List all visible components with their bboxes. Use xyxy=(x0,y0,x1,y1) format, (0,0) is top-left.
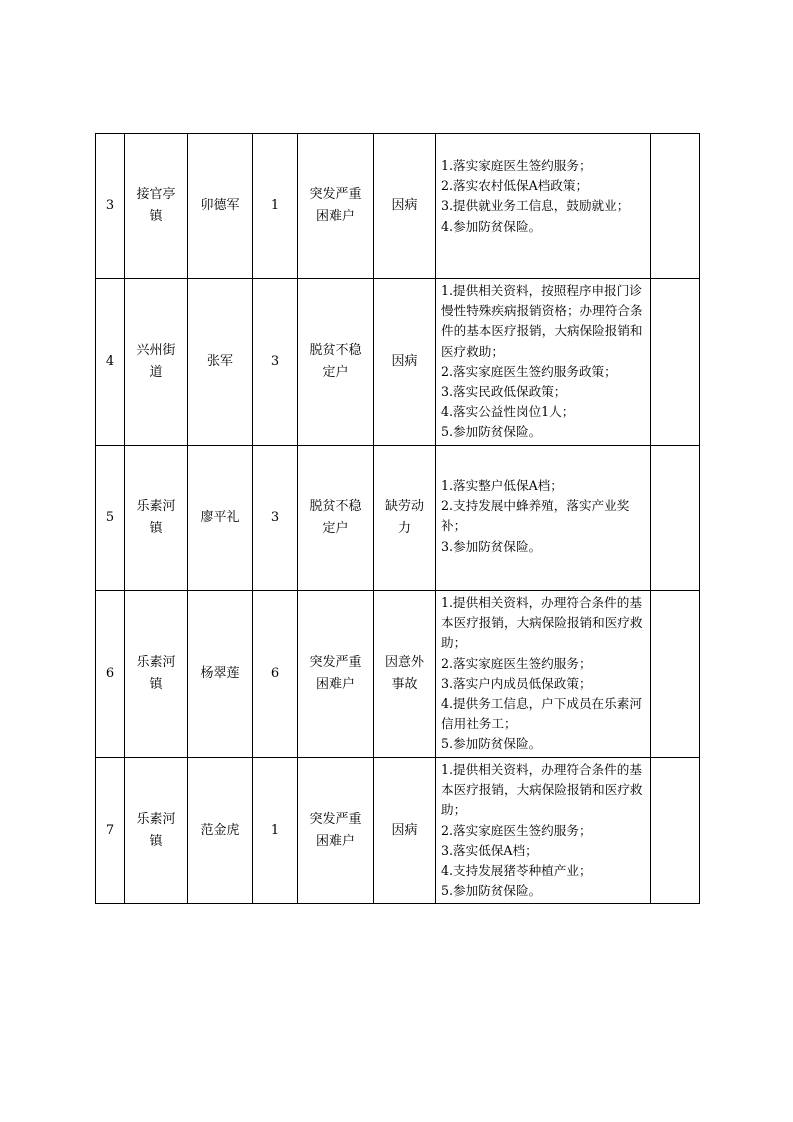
measure-item: 1.落实家庭医生签约服务； xyxy=(441,158,592,173)
poverty-cause: 因病 xyxy=(374,279,436,446)
measure-item: 3.提供就业务工信息，鼓励就业； xyxy=(441,198,630,214)
household-head: 杨翠莲 xyxy=(188,591,253,758)
measure-item: 4.支持发展猪苓种植产业； xyxy=(441,863,592,879)
measure-item: 3.落实民政低保政策； xyxy=(441,384,567,400)
town: 乐素河镇 xyxy=(125,758,188,904)
row-number: 3 xyxy=(96,134,125,279)
town: 兴州街道 xyxy=(125,279,188,446)
town: 接官亭镇 xyxy=(125,134,188,279)
measure-item: 2.落实农村低保A档政策； xyxy=(441,178,589,194)
table-row xyxy=(96,279,700,446)
household-head: 范金虎 xyxy=(188,758,253,904)
member-count: 3 xyxy=(253,446,298,591)
member-count: 1 xyxy=(253,758,298,904)
measure-item: 1.提供相关资料，按照程序申报门诊慢性特殊疾病报销资格；办理符合条件的基本医疗报销，大病保险报销和医疗救助； xyxy=(441,283,643,359)
assistance-measures xyxy=(436,758,651,904)
town: 乐素河镇 xyxy=(125,446,188,591)
household-type: 脱贫不稳定户 xyxy=(298,279,374,446)
measure-item: 2.支持发展中蜂养殖，落实产业奖补； xyxy=(441,498,630,534)
poverty-cause: 因病 xyxy=(374,134,436,279)
measure-item: 1.提供相关资料，办理符合条件的基本医疗报销，大病保险报销和医疗救助； xyxy=(441,762,643,818)
household-head: 廖平礼 xyxy=(188,446,253,591)
household-type: 脱贫不稳定户 xyxy=(298,446,374,591)
member-count: 3 xyxy=(253,279,298,446)
town: 乐素河镇 xyxy=(125,591,188,758)
assistance-measures xyxy=(436,134,651,279)
member-count: 1 xyxy=(253,134,298,279)
remark xyxy=(651,279,700,446)
remark xyxy=(651,134,700,279)
assistance-measures xyxy=(436,591,651,758)
measure-item: 2.落实家庭医生签约服务； xyxy=(441,655,592,671)
row-number: 5 xyxy=(96,446,125,591)
measure-item: 3.落实低保A档； xyxy=(441,842,538,858)
measure-item: 4.参加防贫保险。 xyxy=(441,218,542,234)
assistance-table xyxy=(95,133,700,904)
household-head: 卯德军 xyxy=(188,134,253,279)
poverty-cause: 缺劳动力 xyxy=(374,446,436,591)
measure-item: 4.提供务工信息，户下成员在乐素河信用社务工； xyxy=(441,696,642,732)
member-count: 6 xyxy=(253,591,298,758)
measure-item: 3.落实户内成员低保政策； xyxy=(441,675,592,691)
measure-item: 5.参加防贫保险。 xyxy=(441,424,542,440)
poverty-cause: 因病 xyxy=(374,758,436,904)
household-type: 突发严重困难户 xyxy=(298,591,374,758)
household-head: 张军 xyxy=(188,279,253,446)
table-row xyxy=(96,591,700,758)
measure-item: 5.参加防贫保险。 xyxy=(441,883,542,899)
household-type: 突发严重困难户 xyxy=(298,134,374,279)
measure-item: 2.落实家庭医生签约服务； xyxy=(441,822,592,838)
remark xyxy=(651,591,700,758)
measure-item: 2.落实家庭医生签约服务政策； xyxy=(441,363,617,379)
table-row xyxy=(96,446,700,591)
table-row xyxy=(96,134,700,279)
measure-item: 1.落实整户低保A档； xyxy=(441,478,563,493)
measure-item: 1.提供相关资料，办理符合条件的基本医疗报销，大病保险报销和医疗救助； xyxy=(441,595,643,651)
measure-item: 3.参加防贫保险。 xyxy=(441,538,542,554)
measure-item: 5.参加防贫保险。 xyxy=(441,736,542,752)
remark xyxy=(651,446,700,591)
assistance-measures xyxy=(436,446,651,591)
household-type: 突发严重困难户 xyxy=(298,758,374,904)
remark xyxy=(651,758,700,904)
table-row xyxy=(96,758,700,904)
poverty-cause: 因意外事故 xyxy=(374,591,436,758)
row-number: 6 xyxy=(96,591,125,758)
measure-item: 4.落实公益性岗位1人； xyxy=(441,404,575,420)
row-number: 4 xyxy=(96,279,125,446)
assistance-measures xyxy=(436,279,651,446)
row-number: 7 xyxy=(96,758,125,904)
